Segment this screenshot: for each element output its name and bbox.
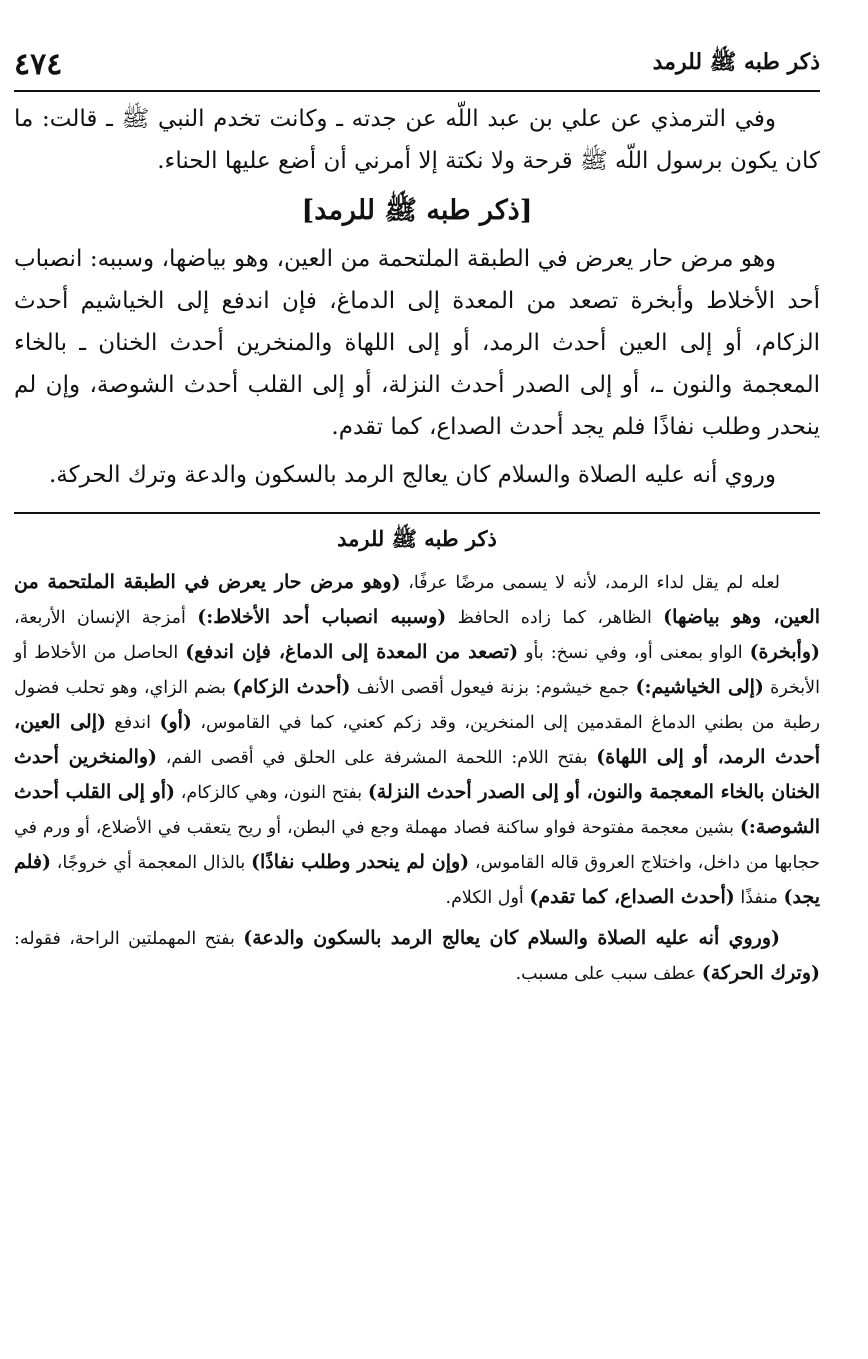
commentary-text-run: بفتح اللام: اللحمة المشرفة على الحلق في أقصى الفم،	[157, 748, 597, 768]
commentary-text-run: أول الكلام.	[445, 888, 530, 908]
commentary-text-run: جمع خيشوم: بزنة فيعول أقصى الأنف	[350, 678, 636, 698]
quoted-matn-text: (وسببه انصباب أحد الأخلاط:)	[197, 606, 447, 628]
main-paragraph-treatment: وروي أنه عليه الصلاة والسلام كان يعالج الرمد بالسكون والدعة وترك الحركة.	[49, 462, 776, 488]
quoted-matn-text: (أو إلى القلب أحدث الشوصة:)	[14, 781, 820, 838]
commentary-separator	[14, 512, 820, 514]
commentary-text-run: منفذًا	[734, 888, 784, 908]
main-paragraph-definition: وهو مرض حار يعرض في الطبقة الملتحمة من العين، وهو بياضها، وسببه: انصباب أحد الأخلاط وأبخرة تصعد من المعدة إلى الدماغ، فإن اندفع إلى الخياشيم أحدث الزكام، أو إلى العين أحدث الرمد، أو إلى اللهاة والمنخرين أحدث الخنان ـ بالخاء المعجمة والنون ـ، أو إلى الصدر أحدث النزلة، أو إلى القلب أحدث الشوصة، وإن لم ينحدر وطلب نفاذًا فلم يجد أحدث الصداع، كما تقدم.	[14, 246, 820, 440]
quoted-matn-text: (أحدث الزكام)	[232, 676, 351, 698]
quoted-matn-text: (أو)	[159, 711, 192, 733]
commentary-text	[14, 565, 820, 991]
commentary-text-run: بشين معجمة مفتوحة فواو ساكنة فصاد مهملة وجع في البطن، أو ريح يتعقب في الأضلاع، أو ورم في حجابها من داخل، واختلاج العروق قاله القاموس،	[14, 818, 820, 873]
page-number: ٤٧٤	[14, 46, 63, 82]
commentary-text-run: بضم الزاي، وهو تحلب فضول رطبة من بطني الدماغ المقدمين إلى المنخرين، وقد زكم كعني، كما في القاموس،	[14, 678, 820, 733]
commentary-text-run: عطف سبب على مسبب.	[515, 964, 702, 984]
commentary-paragraph	[14, 921, 820, 991]
commentary-text-run: الواو بمعنى أو، وفي نسخ: بأو	[518, 643, 750, 663]
book-page	[14, 40, 820, 991]
commentary-text-run: الحاصل من الأخلاط أو الأبخرة	[14, 643, 820, 698]
running-title: ذكر طبه ﷺ للرمد	[652, 49, 820, 75]
quoted-matn-text: (وأبخرة)	[749, 641, 820, 663]
main-text	[14, 98, 820, 496]
section-heading: [ذكر طبه ﷺ للرمد]	[301, 195, 533, 226]
quoted-matn-text: (فلم يجد)	[14, 851, 820, 908]
main-paragraph-hadith: وفي الترمذي عن علي بن عبد اللّه عن جدته ـ وكانت تخدم النبي ﷺ ـ قالت: ما كان يكون برسول اللّه ﷺ قرحة ولا نكتة إلا أمرني أن أضع عليها الحناء.	[14, 106, 820, 174]
quoted-matn-text: (وهو مرض حار يعرض في الطبقة الملتحمة من العين، وهو بياضها)	[14, 571, 820, 628]
quoted-matn-text: (وروي أنه عليه الصلاة والسلام كان يعالج الرمد بالسكون والدعة)	[243, 927, 780, 949]
commentary-text-run: الظاهر، كما زاده الحافظ	[446, 608, 664, 628]
commentary-paragraph	[14, 565, 820, 915]
commentary-text-run: بالذال المعجمة أي خروجًا،	[51, 853, 251, 873]
quoted-matn-text: (والمنخرين أحدث الخنان بالخاء المعجمة والنون، أو إلى الصدر أحدث النزلة)	[14, 746, 821, 803]
commentary-text-run: بفتح المهملتين الراحة، فقوله:	[14, 929, 244, 949]
commentary-text-run: أمزجة الإنسان الأربعة،	[14, 608, 198, 628]
commentary-text-run: اندفع	[105, 713, 160, 733]
quoted-matn-text: (تصعد من المعدة إلى الدماغ، فإن اندفع)	[185, 641, 519, 663]
quoted-matn-text: (وترك الحركة)	[701, 962, 820, 984]
page-header	[14, 40, 820, 88]
quoted-matn-text: (إلى العين، أحدث الرمد، أو إلى اللهاة)	[14, 711, 821, 768]
quoted-matn-text: (أحدث الصداع، كما تقدم)	[529, 886, 735, 908]
commentary-text-run: بفتح النون، وهي كالزكام،	[175, 783, 368, 803]
quoted-matn-text: (إلى الخياشيم:)	[635, 676, 764, 698]
quoted-matn-text: (وإن لم ينحدر وطلب نفاذًا)	[250, 851, 470, 873]
commentary-text-run: لعله لم يقل لداء الرمد، لأنه لا يسمى مرضًا عرفًا،	[400, 573, 781, 593]
commentary-heading: ذكر طبه ﷺ للرمد	[337, 526, 497, 551]
header-rule	[14, 90, 820, 92]
